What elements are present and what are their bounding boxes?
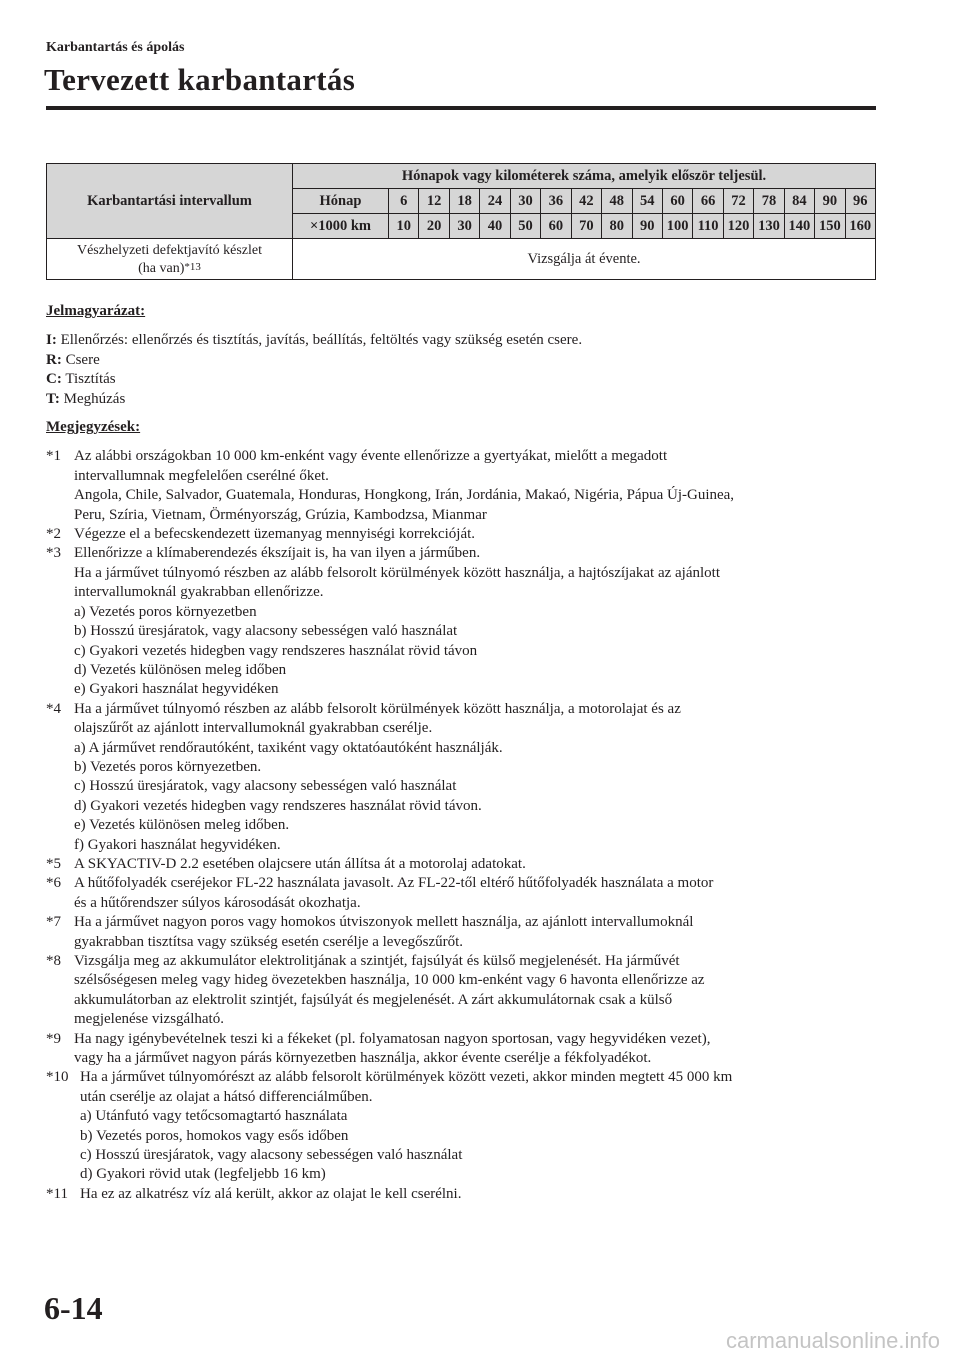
note-line: c) Hosszú üresjáratok, vagy alacsony sebességen való használat: [74, 778, 457, 795]
note-line: c) Gyakori vezetés hidegben vagy rendszeres használat rövid távon: [74, 642, 478, 659]
km-cell: 10: [389, 214, 419, 239]
note-line: Ellenőrizze a klímaberendezés ékszíjait is, ha van ilyen a járműben.: [74, 545, 481, 562]
km-cell: 160: [845, 214, 875, 239]
month-cell: 84: [784, 189, 814, 214]
note-item: [46, 544, 886, 699]
note-body: [80, 1068, 886, 1184]
note-item: [46, 874, 886, 913]
month-cell: 36: [541, 189, 571, 214]
note-line: b) Vezetés poros, homokos vagy esős időben: [80, 1127, 349, 1144]
month-cell: 24: [480, 189, 510, 214]
note-number: *6: [46, 875, 61, 892]
note-line: Angola, Chile, Salvador, Guatemala, Honduras, Hongkong, Irán, Jordánia, Makaó, Nigéria, Pápua Új-Guinea,: [74, 487, 735, 504]
note-line: Ha nagy igénybevételnek teszi ki a fékeket (pl. folyamatosan nagyon sportosan, vagy hegyvidéken vezet),: [74, 1030, 711, 1047]
km-cell: 130: [754, 214, 784, 239]
month-cell: 66: [693, 189, 723, 214]
note-item: [46, 952, 886, 1030]
item-label: [47, 239, 293, 280]
note-line: a) A járművet rendőrautóként, taxiként vagy oktatóautóként használják.: [74, 739, 503, 756]
note-line: Ha ez az alkatrész víz alá került, akkor az olajat le kell cserélni.: [80, 1185, 462, 1202]
km-cell: 100: [662, 214, 692, 239]
note-line: e) Vezetés különösen meleg időben.: [74, 817, 290, 834]
note-line: a) Utánfutó vagy tetőcsomagtartó használata: [80, 1108, 348, 1125]
note-line: intervallumnak megfelelően cserélné őket.: [74, 467, 329, 484]
corner-header: Karbantartási intervallum: [47, 164, 293, 239]
km-cell: 150: [815, 214, 845, 239]
month-cell: 90: [815, 189, 845, 214]
note-line: A SKYACTIV-D 2.2 esetében olajcsere után állítsa át a motorolaj adatokat.: [74, 855, 526, 872]
km-label: ×1000 km: [293, 214, 389, 239]
note-number: *2: [46, 526, 61, 543]
note-number: *7: [46, 914, 61, 931]
month-cell: 12: [419, 189, 449, 214]
note-line: akkumulátorban az elektrolit szintjét, fajsúlyát és megjelenését. A zárt akkumulátornak csak a külső: [74, 991, 673, 1008]
km-cell: 110: [693, 214, 723, 239]
months-label: Hónap: [293, 189, 389, 214]
km-cell: 90: [632, 214, 662, 239]
note-line: Ha a járművet túlnyomó részben az alább felsorolt körülmények között használja, a hajtószíjakat az ajánlott: [74, 564, 721, 581]
note-line: a) Vezetés poros környezetben: [74, 603, 257, 620]
legend-text: Meghúzás: [63, 390, 126, 407]
item-label-line2: (ha van): [138, 260, 185, 276]
km-cell: 20: [419, 214, 449, 239]
note-number: *9: [46, 1030, 61, 1047]
note-item: [46, 1030, 886, 1069]
km-cell: 40: [480, 214, 510, 239]
legend-item: [46, 390, 886, 409]
note-line: b) Vezetés poros környezetben.: [74, 758, 262, 775]
content-area: [46, 302, 886, 1204]
note-number: *10: [46, 1069, 69, 1086]
note-body: [74, 874, 886, 913]
note-line: olajszűrőt az ajánlott intervallumoknál gyakrabban cserélje.: [74, 720, 433, 737]
month-cell: 18: [449, 189, 479, 214]
note-body: [74, 913, 886, 952]
note-body: [74, 952, 886, 1030]
note-body: [74, 447, 886, 525]
span-header: Hónapok vagy kilométerek száma, amelyik először teljesül.: [293, 164, 876, 189]
note-line: szélsőségesen meleg vagy hideg övezetekben használja, 10 000 km-enként vagy 6 havonta ellenőrizze az: [74, 972, 705, 989]
legend-text: Csere: [65, 351, 100, 368]
note-body: [80, 1185, 886, 1204]
km-cell: 70: [571, 214, 601, 239]
item-label-line1: Vészhelyzeti defektjavító készlet: [76, 242, 263, 258]
legend-code: C:: [46, 371, 62, 388]
note-line: Ha a járművet nagyon poros vagy homokos útviszonyok mellett használja, az ajánlott intervallumoknál: [74, 914, 694, 931]
notes-heading: Megjegyzések:: [46, 419, 141, 436]
note-item: [46, 1185, 886, 1204]
legend-text: Ellenőrzés: ellenőrzés és tisztítás, javítás, beállítás, feltöltés vagy szükség esetén csere.: [60, 332, 583, 349]
km-cell: 30: [449, 214, 479, 239]
month-cell: 78: [754, 189, 784, 214]
note-item: [46, 913, 886, 952]
legend-item: [46, 331, 886, 350]
note-number: *8: [46, 953, 61, 969]
note-number: *5: [46, 855, 61, 872]
note-line: gyakrabban tisztítsa vagy szükség esetén cserélje a levegőszűrőt.: [74, 933, 464, 950]
note-line: A hűtőfolyadék cseréjekor FL-22 használata javasolt. Az FL-22-től eltérő hűtőfolyadék használata a motor: [74, 875, 714, 892]
legend-code: I:: [46, 332, 57, 349]
month-cell: 30: [510, 189, 540, 214]
note-line: Peru, Szíria, Vietnam, Örményország, Grúzia, Kambodzsa, Mianmar: [74, 506, 487, 523]
note-line: d) Gyakori vezetés hidegben vagy rendszeres használat rövid távon.: [74, 797, 482, 814]
month-cell: 6: [389, 189, 419, 214]
km-cell: 120: [723, 214, 753, 239]
note-line: Az alábbi országokban 10 000 km-enként vagy évente ellenőrizze a gyertyákat, mielőtt a megadott: [74, 448, 668, 465]
title-divider: [46, 106, 876, 110]
note-line: f) Gyakori használat hegyvidéken.: [74, 836, 281, 853]
note-line: Ha a járművet túlnyomórészt az alább felsorolt körülmények között vezeti, akkor minden megtett 45 000 km: [80, 1069, 733, 1086]
km-cell: 50: [510, 214, 540, 239]
legend-item: [46, 370, 886, 389]
note-item: [46, 1068, 886, 1184]
legend-code: T:: [46, 390, 60, 407]
note-line: e) Gyakori használat hegyvidéken: [74, 681, 279, 698]
note-item: [46, 700, 886, 855]
legend-heading: Jelmagyarázat:: [46, 303, 146, 319]
note-line: Vizsgálja meg az akkumulátor elektrolitjának a szintjét, fajsúlyát és külső megjelenését. Ha járművét: [74, 953, 680, 969]
note-line: megjelenése vizsgálható.: [74, 1011, 224, 1028]
note-number: *3: [46, 545, 61, 562]
note-item: [46, 447, 886, 525]
note-body: [74, 855, 886, 874]
legend-list: [46, 331, 886, 409]
km-cell: 80: [602, 214, 632, 239]
note-number: *4: [46, 700, 61, 717]
note-body: [74, 1030, 886, 1069]
note-line: b) Hosszú üresjáratok, vagy alacsony sebességen való használat: [74, 623, 458, 640]
note-item: [46, 855, 886, 874]
month-cell: 48: [602, 189, 632, 214]
legend-code: R:: [46, 351, 62, 368]
month-cell: 54: [632, 189, 662, 214]
note-number: *11: [46, 1185, 68, 1202]
month-cell: 60: [662, 189, 692, 214]
note-line: Végezze el a befecskendezett üzemanyag mennyiségi korrekcióját.: [74, 526, 476, 543]
note-body: [74, 700, 886, 855]
note-line: intervallumoknál gyakrabban ellenőrizze.: [74, 584, 324, 601]
note-line: Ha a járművet túlnyomó részben az alább felsorolt körülmények között használja, a motorolajat és az: [74, 700, 681, 717]
note-body: [74, 525, 886, 544]
km-cell: 60: [541, 214, 571, 239]
notes-list: [46, 447, 886, 1204]
legend-text: Tisztítás: [65, 371, 116, 388]
item-footnote-ref: *13: [184, 260, 201, 273]
note-item: [46, 525, 886, 544]
note-number: *1: [46, 448, 61, 465]
km-cell: 140: [784, 214, 814, 239]
note-line: és a hűtőrendszer súlyos károsodását okozhatja.: [74, 894, 361, 911]
month-cell: 42: [571, 189, 601, 214]
note-line: vagy ha a járművet nagyon párás környezetben használja, akkor évente cserélje a fékfolyadékot.: [74, 1050, 652, 1067]
note-line: után cserélje az olajat a hátsó differenciálműben.: [80, 1088, 373, 1105]
note-body: [74, 544, 886, 699]
section-label: Karbantartás és ápolás: [46, 40, 185, 55]
maintenance-schedule-table: [46, 163, 876, 280]
note-line: c) Hosszú üresjáratok, vagy alacsony sebességen való használat: [80, 1147, 463, 1164]
page-number: 6-14: [44, 1290, 103, 1326]
watermark: carmanualsonline.info: [725, 1328, 940, 1353]
legend-item: [46, 351, 886, 370]
note-line: d) Vezetés különösen meleg időben: [74, 661, 287, 678]
month-cell: 96: [845, 189, 875, 214]
note-line: d) Gyakori rövid utak (legfeljebb 16 km): [80, 1166, 326, 1183]
page-title: Tervezett karbantartás: [44, 62, 356, 97]
item-interval-value: Vizsgálja át évente.: [293, 239, 876, 280]
month-cell: 72: [723, 189, 753, 214]
